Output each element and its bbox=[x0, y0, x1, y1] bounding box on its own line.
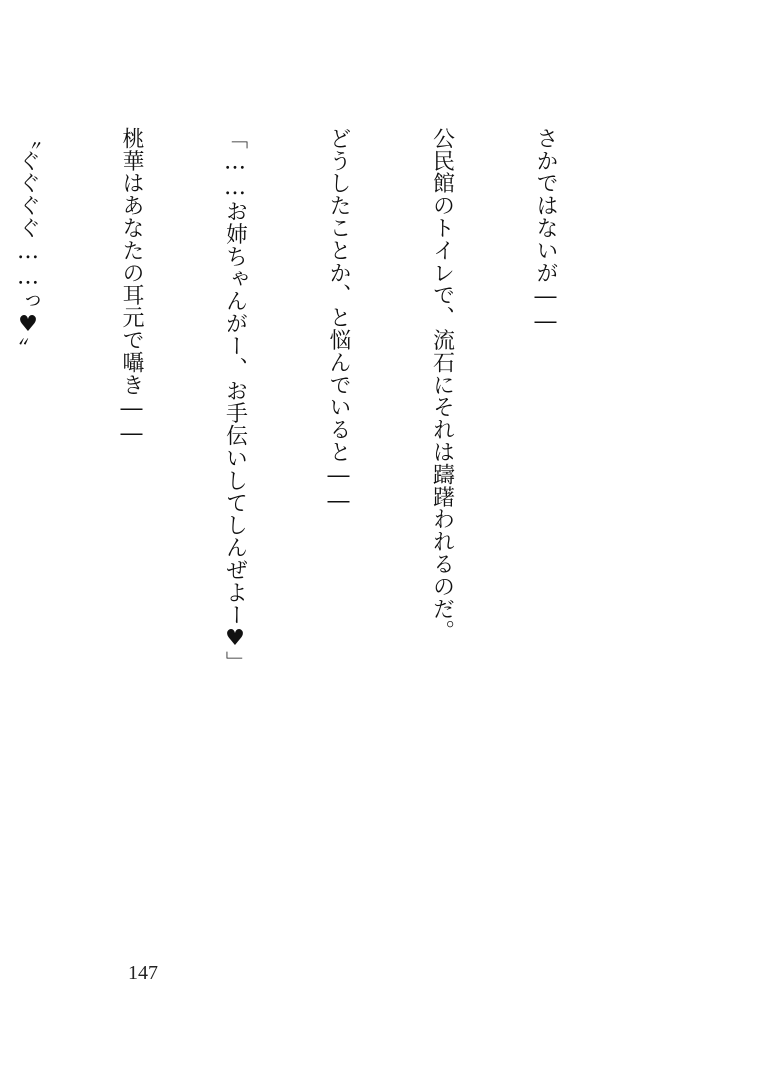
text-line: どうしたことか、と悩んでいると―― bbox=[326, 127, 351, 514]
text-line: 「……お姉ちゃんがー、お手伝いしてしんぜよー♥」 bbox=[222, 127, 248, 674]
text-line: 〝ぐぐぐぐ……っ♥〟 bbox=[15, 127, 41, 360]
text-line: 公民館のトイレで、流石にそれは躊躇われるのだ。 bbox=[429, 127, 455, 643]
text-line: さかではないが―― bbox=[533, 127, 558, 335]
vertical-text-body bbox=[0, 127, 631, 959]
page-number: 147 bbox=[128, 962, 158, 984]
text-line: 桃華はあなたの耳元で囁き―― bbox=[119, 127, 144, 447]
